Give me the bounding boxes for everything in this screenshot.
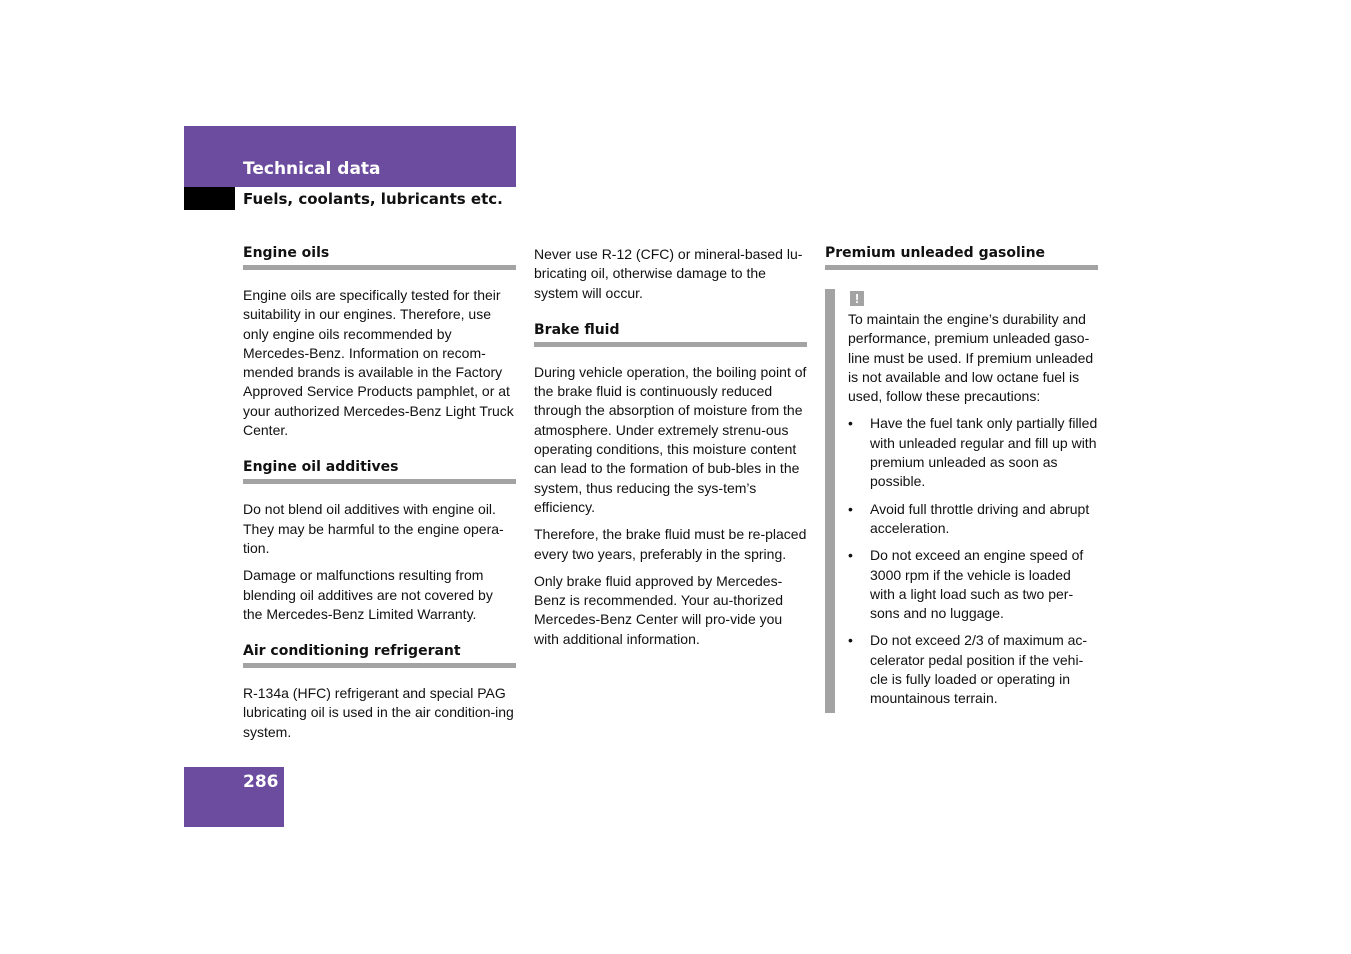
section-marker [184,187,235,210]
list-item [848,631,1098,712]
bullet-icon: • [848,500,853,517]
list-item-text: Do not exceed an engine speed of 3000 rpm if the vehicle is loaded with a light load such as two per-sons and no luggage. [870,547,1084,622]
column-2 [534,245,807,657]
bullet-icon: • [848,415,853,432]
page-number-band [184,767,284,827]
list-item [848,546,1098,623]
heading-ac-refrigerant: Air conditioning refrigerant [243,643,516,668]
heading-premium-gasoline: Premium unleaded gasoline [825,245,1098,270]
brake-text-1: During vehicle operation, the boiling point of the brake fluid is continuously reduced through the absorption of moisture from the atmosphere. Under extremely strenu-ous operating conditions, this moisture content can lead to the formation of bub-bles in the system, thus reducing the sys-tem’s efficiency. [534,363,807,515]
header-band [184,126,516,187]
list-item [848,500,1098,539]
column-3 [825,245,1098,713]
notice-text: To maintain the engine’s durability and performance, premium unleaded gaso-line must be used. If premium unleaded is not available and low octane fuel is used, follow these precautions: [848,311,1094,405]
brake-text-2: Therefore, the brake fluid must be re-placed every two years, preferably in the spring. [534,526,807,562]
additives-text-1: Do not blend oil additives with engine oil. They may be harmful to the engine opera-tion. [243,501,504,556]
brake-text-3: Only brake fluid approved by Mercedes-Benz is recommended. Your au-thorized Mercedes-Benz Center will pro-vide you with additional information. [534,572,784,647]
warning-notice [825,289,1098,713]
page-number: 286 [243,772,279,792]
list-item-text: Do not exceed 2/3 of maximum ac-celerator pedal position if the vehi-cle is fully loaded or operating in mountainous terrain. [870,632,1088,707]
additives-text-2: Damage or malfunctions resulting from blending oil additives are not covered by the Mercedes-Benz Limited Warranty. [243,567,493,622]
list-item-text: Have the fuel tank only partially filled with unleaded regular and fill up with premium unleaded as soon as possible. [870,415,1098,490]
heading-engine-oils: Engine oils [243,245,516,270]
engine-oils-text: Engine oils are specifically tested for their suitability in our engines. Therefore, use only engine oils recommended by Mercedes-Benz. Information on recom-mended brands is available in the Factory Approved Service Products pamphlet, or at your authorized Mercedes-Benz Light Truck Center. [243,287,514,439]
heading-engine-oil-additives: Engine oil additives [243,459,516,484]
bullet-icon: • [848,632,853,649]
list-item [848,414,1098,491]
intro-text: Never use R-12 (CFC) or mineral-based lu-bricating oil, otherwise damage to the system will occur. [534,246,803,301]
column-1 [243,245,516,750]
bullet-icon: • [848,547,853,564]
list-item-text: Avoid full throttle driving and abrupt acceleration. [870,500,1090,536]
heading-brake-fluid: Brake fluid [534,322,807,347]
warning-icon: ! [850,291,864,306]
page-subtitle: Fuels, coolants, lubricants etc. [243,190,503,208]
section-title: Technical data [243,159,381,179]
notice-bar [825,289,835,713]
ac-text: R-134a (HFC) refrigerant and special PAG lubricating oil is used in the air condition-ing system. [243,685,514,740]
